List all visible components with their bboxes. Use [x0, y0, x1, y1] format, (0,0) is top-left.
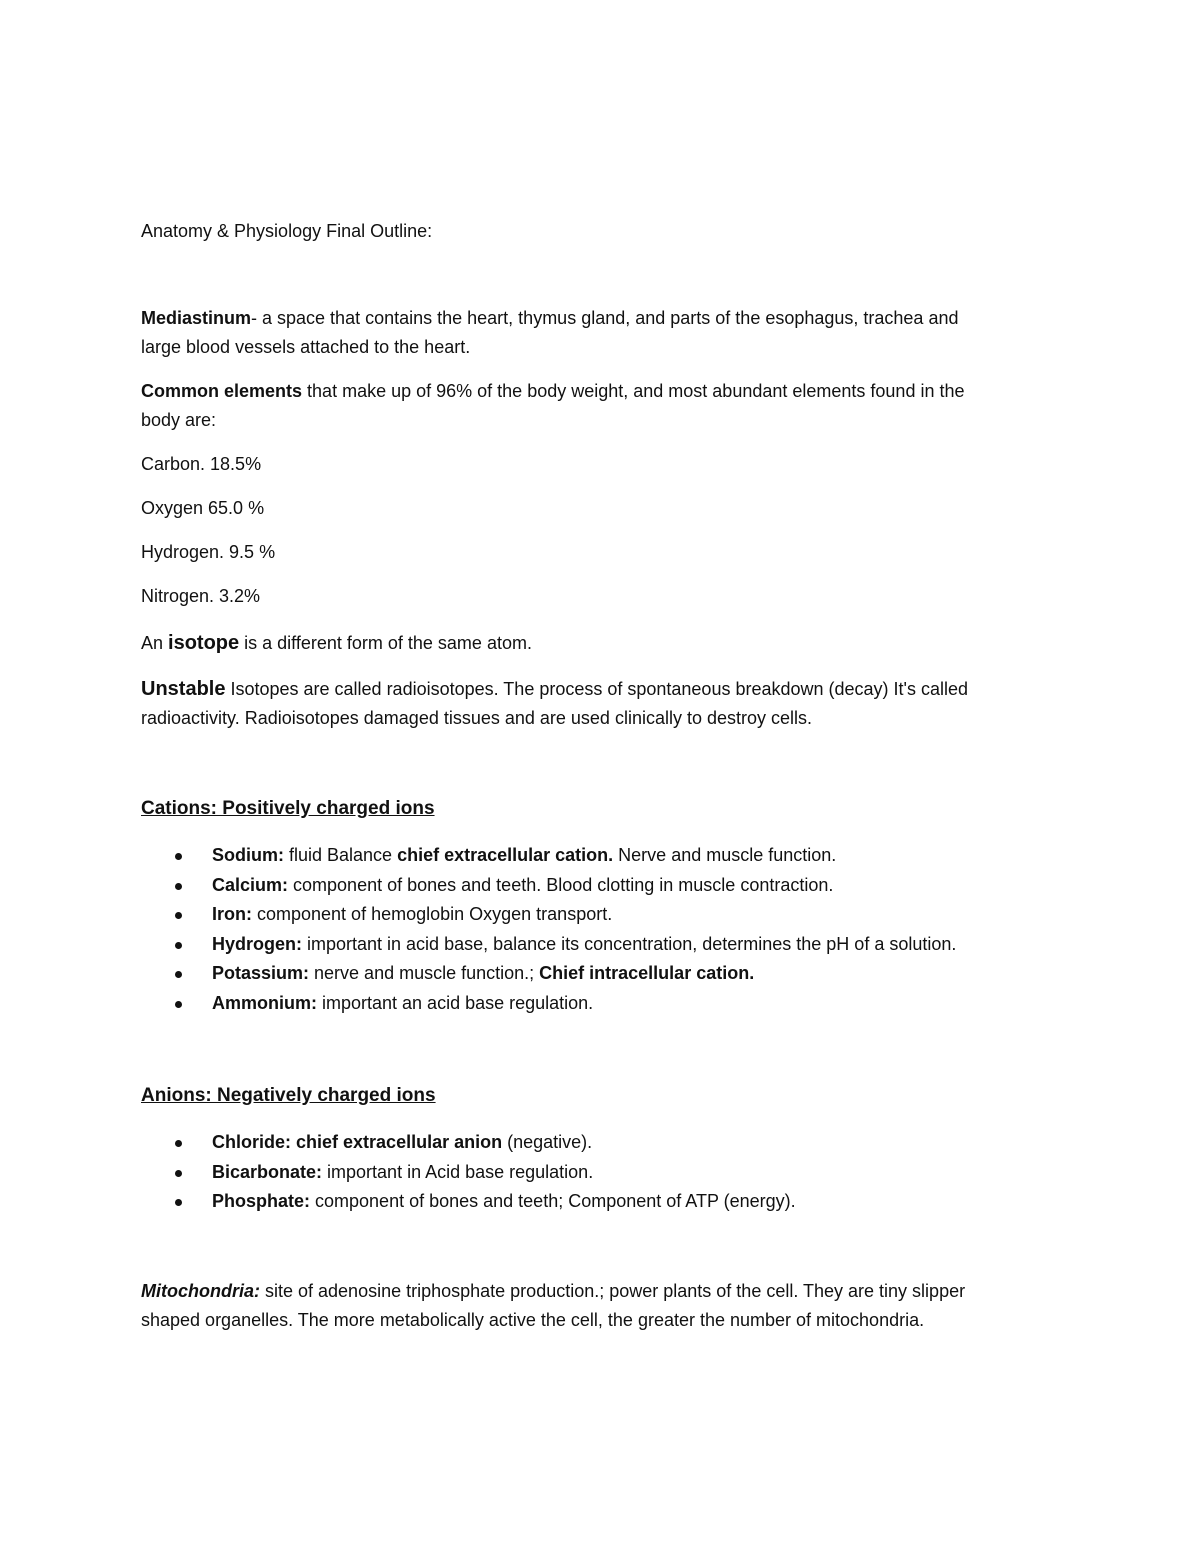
cation-text: important in acid base, balance its concentration, determines the pH of a solution.	[302, 933, 957, 954]
cation-item-ammonium	[141, 989, 956, 1019]
anion-emphasis: chief extracellular anion	[296, 1132, 503, 1152]
mitochondria-text-2: shaped organelles. The more metabolically active the cell, the greater the number of mitochondria.	[141, 1310, 925, 1330]
unstable-term: Unstable	[141, 678, 226, 700]
cation-item-calcium	[141, 871, 956, 901]
unstable-line-1	[141, 675, 968, 703]
common-elements-term: Common elements	[141, 381, 303, 401]
mediastinum-definition-1: - a space that contains the heart, thymus gland, and parts of the esophagus, trachea and	[251, 308, 959, 328]
anion-term: Phosphate:	[212, 1191, 311, 1212]
cation-item-potassium	[141, 959, 956, 989]
cation-text: component of hemoglobin Oxygen transport.	[252, 904, 613, 925]
mitochondria-term: Mitochondria:	[141, 1281, 260, 1301]
cation-text-tail: Nerve and muscle function.	[613, 845, 837, 865]
cation-term: Potassium:	[212, 963, 310, 984]
isotope-line	[141, 629, 532, 657]
anion-item-chloride	[141, 1128, 796, 1158]
cations-heading: Cations: Positively charged ions	[141, 798, 435, 819]
anions-list	[141, 1128, 796, 1217]
anion-text: component of bones and teeth; Component of ATP (energy).	[310, 1191, 796, 1212]
isotope-definition: is a different form of the same atom.	[239, 633, 532, 653]
cation-text: important an acid base regulation.	[317, 992, 594, 1013]
anion-text: important in Acid base regulation.	[322, 1161, 594, 1182]
cation-term: Hydrogen:	[212, 933, 302, 954]
cation-term: Calcium:	[212, 874, 289, 895]
anion-term: Chloride:	[212, 1132, 291, 1152]
common-elements-line-1	[141, 377, 965, 405]
cation-text: component of bones and teeth. Blood clotting in muscle contraction.	[288, 874, 834, 895]
element-hydrogen: Hydrogen. 9.5 %	[141, 542, 276, 562]
anion-term: Bicarbonate:	[212, 1161, 323, 1182]
isotope-term: isotope	[168, 632, 240, 654]
cation-emphasis: Chief intracellular cation.	[539, 963, 755, 984]
document-title: Anatomy & Physiology Final Outline:	[141, 221, 433, 241]
element-oxygen: Oxygen 65.0 %	[141, 498, 265, 518]
element-carbon: Carbon. 18.5%	[141, 454, 262, 474]
isotope-prefix: An	[141, 633, 169, 653]
common-elements-text-1: that make up of 96% of the body weight, and most abundant elements found in the	[302, 381, 965, 401]
mediastinum-term: Mediastinum	[141, 308, 252, 328]
unstable-text-2: radioactivity. Radioisotopes damaged tissues and are used clinically to destroy cells.	[141, 708, 813, 728]
cations-list	[141, 841, 956, 1019]
cation-item-iron	[141, 900, 956, 930]
common-elements-text-2: body are:	[141, 410, 217, 430]
mediastinum-line-1	[141, 304, 958, 332]
mitochondria-text-1: site of adenosine triphosphate production.; power plants of the cell. They are tiny slipper	[260, 1281, 966, 1301]
element-nitrogen: Nitrogen. 3.2%	[141, 586, 261, 606]
document-page	[141, 0, 1071, 1553]
cation-text: fluid Balance	[284, 845, 398, 865]
cation-item-sodium	[141, 841, 956, 871]
cation-emphasis: chief extracellular cation.	[397, 845, 614, 865]
anion-item-phosphate	[141, 1187, 796, 1217]
anion-text-tail: (negative).	[502, 1132, 593, 1152]
cation-term: Sodium:	[212, 845, 284, 865]
cation-item-hydrogen	[141, 930, 956, 960]
anions-heading: Anions: Negatively charged ions	[141, 1085, 436, 1106]
cation-text: nerve and muscle function.;	[309, 963, 540, 984]
mediastinum-definition-2: large blood vessels attached to the heart.	[141, 337, 471, 357]
anion-item-bicarbonate	[141, 1158, 796, 1188]
unstable-text-1: Isotopes are called radioisotopes. The process of spontaneous breakdown (decay) It's called	[225, 679, 969, 699]
cation-term: Ammonium:	[212, 992, 317, 1013]
mitochondria-line-1	[141, 1277, 965, 1305]
cation-term: Iron:	[212, 904, 252, 925]
